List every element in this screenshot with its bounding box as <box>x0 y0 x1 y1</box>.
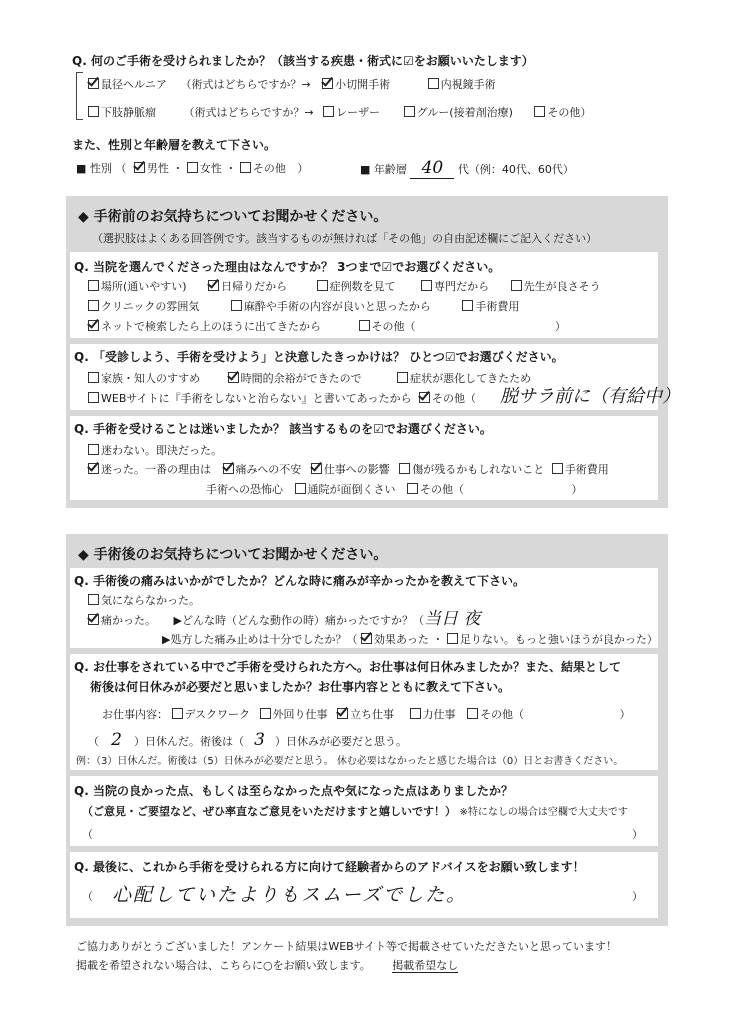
option-endoscopic: 内視鏡手術 <box>440 78 496 91</box>
gender-close: ） <box>297 162 309 175</box>
reason-net-search: ネットで検索したら上のほうに出てきたから <box>101 320 321 333</box>
after-title: ◆ 手術後のお気持ちについてお聞かせください。 <box>78 547 388 563</box>
checkbox-hesitate-cost[interactable] <box>552 463 563 474</box>
no-hesitation: 迷わない。即決だった。 <box>101 444 222 457</box>
hesitate-cost: 手術費用 <box>564 463 609 476</box>
work-desk: デスクワーク <box>184 708 251 721</box>
reason-row1 <box>88 278 601 294</box>
checkbox-inguinal-hernia[interactable] <box>88 78 99 89</box>
option-glue: グルー(接着剤治療) <box>416 106 513 119</box>
advice-close: ） <box>632 890 643 903</box>
good-title: Q. 当院の良かった点、もしくは至らなかった点や気になった点はありましたか？ <box>74 784 513 798</box>
checkbox-worse[interactable] <box>397 372 408 383</box>
gender-label: ■ 性別 （ <box>76 162 127 175</box>
checkbox-no-hesitation[interactable] <box>88 444 99 455</box>
pain-when-answer[interactable]: 当日 夜 <box>424 609 481 629</box>
checkbox-outside[interactable] <box>260 708 271 719</box>
days-needed-value[interactable]: 3 <box>254 730 265 750</box>
checkbox-location[interactable] <box>88 280 99 291</box>
checkbox-glue[interactable] <box>404 106 415 117</box>
option-laser: レーザー <box>336 106 381 119</box>
pain-title: Q. 手術後の痛みはいかがでしたか？どんな時に痛みが辛かったかを教えて下さい。 <box>74 574 525 588</box>
reason-specialist: 専門だから <box>434 280 490 293</box>
method-prompt-2: （術式はどちらですか？→ <box>183 106 314 119</box>
disease-varicose-veins: 下肢静脈瘤 <box>101 106 156 119</box>
hesitate-commute: 通院が面倒くさい <box>307 483 396 496</box>
pain-row1 <box>88 592 200 608</box>
hesitate-work-impact: 仕事への影響 <box>323 463 390 476</box>
checkbox-reason-other[interactable] <box>359 320 370 331</box>
hesitate-close: ） <box>571 483 583 496</box>
reason-row3 <box>88 318 566 334</box>
checkbox-hesitated[interactable] <box>88 463 99 474</box>
trigger-title: Q. 「受診しよう、手術を受けよう」と決意したきっかけは？ ひとつ☑でお選びください。 <box>74 350 564 364</box>
checkbox-anesthesia[interactable] <box>231 300 242 311</box>
work-title-1: Q. お仕事をされている中でご手術を受けられた方へ。お仕事は何日休みましたか？また、結果として <box>74 660 621 674</box>
work-outside: 外回り仕事 <box>272 708 328 721</box>
advice-answer[interactable]: 心配していたよりもスムーズでした。 <box>112 884 468 906</box>
checkbox-physical[interactable] <box>410 708 421 719</box>
advice-title: Q. 最後に、これから手術を受けられる方に向けて経験者からのアドバイスをお願い致します！ <box>74 860 585 874</box>
checkbox-time[interactable] <box>228 372 239 383</box>
checkbox-commute[interactable] <box>295 483 306 494</box>
disease-inguinal-hernia: 鼠径ヘルニア <box>101 78 167 91</box>
checkbox-hesitate-other[interactable] <box>407 483 418 494</box>
method-prompt-1: （術式はどちらですか？→ <box>180 78 311 91</box>
checkbox-endoscopic[interactable] <box>428 78 439 89</box>
work-physical: 力仕事 <box>422 708 456 721</box>
checkbox-doctor[interactable] <box>511 280 522 291</box>
checkbox-desk[interactable] <box>172 708 183 719</box>
option-small-incision: 小切開手術 <box>335 78 391 91</box>
work-type-row <box>102 706 631 722</box>
painkiller-not-enough: 足りない。もっと強いほうが良かった <box>459 633 647 646</box>
painkiller-effective: 効果あった <box>373 633 429 646</box>
checkbox-website[interactable] <box>88 392 99 403</box>
pain-row2 <box>88 612 424 628</box>
age-suffix: 代（例：40代、60代） <box>457 163 574 176</box>
reason-doctor: 先生が良さそう <box>523 280 601 293</box>
no-pain: 気にならなかった。 <box>101 594 200 607</box>
age-value[interactable]: 40 <box>410 158 454 179</box>
pain-when-prompt: ▶どんな時（どんな動作の時）痛かったですか？（ <box>173 614 424 627</box>
footer-line1: ご協力ありがとうございました！アンケート結果はWEBサイト等で掲載させていただきたいと思っています！ <box>76 940 617 953</box>
checkbox-pain[interactable] <box>88 614 99 625</box>
hesitate-row1 <box>88 442 222 458</box>
reason-anesthesia: 麻酔や手術の内容が良いと思ったから <box>243 300 431 313</box>
work-example: 例：（3）日休んだ。術後は（5）日休みが必要だと思う。 休む必要はなかったと感じた場合は（0）日とお書きください。 <box>76 756 624 767</box>
hesitate-row2 <box>88 461 609 477</box>
checkbox-standing[interactable] <box>337 708 348 719</box>
reason-row2 <box>88 298 519 314</box>
opt-out-label[interactable]: 掲載希望なし <box>392 959 459 972</box>
checkbox-other-method[interactable] <box>534 106 545 117</box>
hesitated: 迷った。一番の理由は <box>101 463 211 476</box>
trigger-time: 時間的余裕ができたので <box>240 372 362 385</box>
good-close: ） <box>632 828 643 841</box>
checkbox-day-surgery[interactable] <box>208 280 219 291</box>
checkbox-varicose-veins[interactable] <box>88 106 99 117</box>
checkbox-laser[interactable] <box>323 106 334 117</box>
reason-atmosphere: クリニックの雰囲気 <box>101 300 200 313</box>
hesitate-other: その他（ <box>420 483 464 496</box>
hesitate-fear: 手術への恐怖心 <box>206 483 283 496</box>
reason-cases: 症例数を見て <box>329 280 396 293</box>
checkbox-pain-anxiety[interactable] <box>223 463 234 474</box>
painkiller-prompt: ▶処方した痛み止めは十分でしたか？（ <box>162 633 358 646</box>
reason-close: ） <box>555 320 566 333</box>
reason-cost: 手術費用 <box>475 300 520 313</box>
trigger-family: 家族・知人のすすめ <box>101 372 201 385</box>
age-row <box>360 158 574 179</box>
hesitate-scar: 傷が残るかもしれないこと <box>412 463 545 476</box>
q1-close: ） <box>580 106 592 119</box>
trigger-row1 <box>88 370 531 386</box>
advice-open: （ <box>82 890 93 903</box>
days-open: （ <box>88 735 99 748</box>
footer-line2 <box>76 957 458 973</box>
hesitate-row3 <box>206 481 583 497</box>
option-gender-other: その他 <box>252 162 286 175</box>
trigger-row2 <box>88 390 476 406</box>
q1-row1 <box>88 76 496 92</box>
reason-location: 場所(通いやすい) <box>101 280 187 293</box>
trigger-website: WEBサイトに『手術をしないと治らない』と書いてあったから <box>101 392 412 405</box>
age-label: ■ 年齢層 <box>360 163 407 176</box>
checkbox-male[interactable] <box>134 162 145 173</box>
good-subtitle: （ご意見・ご要望など、ぜひ率直なご意見をいただけますと嬉しいです！） <box>82 805 456 818</box>
checkbox-small-incision[interactable] <box>322 78 333 89</box>
q1-row2 <box>88 104 591 120</box>
checkbox-work-impact[interactable] <box>311 463 322 474</box>
checkbox-no-pain[interactable] <box>88 594 99 605</box>
reason-day-surgery: 日帰りだから <box>221 280 288 293</box>
checkbox-work-other[interactable] <box>467 708 478 719</box>
q1-bracket <box>76 72 83 120</box>
option-other-method: その他 <box>547 106 581 119</box>
checkbox-net-search[interactable] <box>88 320 99 331</box>
work-standing: 立ち仕事 <box>350 708 395 721</box>
work-days-row <box>88 730 407 750</box>
work-close: ） <box>619 708 631 721</box>
checkbox-scar[interactable] <box>399 463 410 474</box>
work-label: お仕事内容： <box>102 708 168 721</box>
option-male: 男性 <box>146 162 169 175</box>
pain-row3: ▶処方した痛み止めは十分でしたか？（ 効果あった ・ 足りない。もっと強いほうが良かった） <box>162 633 658 646</box>
gender-age-title: また、性別と年齢層を教えて下さい。 <box>72 138 277 152</box>
q1-title: Q. 何のご手術を受けられましたか？（該当する疾患・術式に☑をお願いいたします） <box>72 54 534 68</box>
days-text: ）日休んだ。術後は（ <box>134 735 244 748</box>
days-text2: ）日休みが必要だと思う。 <box>275 735 407 748</box>
good-open: （ <box>82 828 93 841</box>
hesitate-title: Q. 手術を受けることは迷いましたか？ 該当するものを☑でお選びください。 <box>74 422 492 436</box>
checkbox-cases[interactable] <box>317 280 328 291</box>
reason-other: その他（ <box>371 320 416 333</box>
trigger-other-answer[interactable]: 脱サラ前に（有給中） <box>500 386 680 407</box>
work-title-2: 術後は何日休みが必要だと思いましたか？お仕事内容とともに教えて下さい。 <box>90 680 511 694</box>
checkbox-cost[interactable] <box>462 300 473 311</box>
checkbox-female[interactable] <box>187 162 198 173</box>
work-other: その他（ <box>480 708 525 721</box>
option-female: 女性 <box>199 162 222 175</box>
footer-line2-text: 掲載を希望されない場合は、こちらに○をお願い致します。 <box>76 959 371 972</box>
checkbox-family[interactable] <box>88 372 99 383</box>
days-off-value[interactable]: 2 <box>111 730 122 750</box>
checkbox-not-enough[interactable] <box>447 633 458 644</box>
good-note: ※特になしの場合は空欄で大丈夫です <box>459 807 628 818</box>
gender-row: ■ 性別 （ 男性 ・ 女性 ・ その他 ） <box>76 162 309 175</box>
pain: 痛かった。 <box>101 614 156 627</box>
checkbox-trigger-other[interactable] <box>419 392 430 403</box>
pain-close: ） <box>646 633 658 646</box>
reason-title: Q. 当院を選んでくださった理由はなんですか？ 3つまで☑でお選びください。 <box>74 260 501 274</box>
good-subtitle-row <box>82 803 628 819</box>
trigger-other: その他（ <box>432 392 476 405</box>
hesitate-pain-anxiety: 痛みへの不安 <box>235 463 302 476</box>
checkbox-atmosphere[interactable] <box>88 300 99 311</box>
trigger-worse: 症状が悪化してきたため <box>410 372 532 385</box>
checkbox-specialist[interactable] <box>421 280 432 291</box>
before-subtitle: （選択肢はよくある回答例です。該当するものが無ければ「その他」の自由記述欄にご記入ください） <box>92 232 598 245</box>
checkbox-gender-other[interactable] <box>240 162 251 173</box>
before-title: ◆ 手術前のお気持ちについてお聞かせください。 <box>78 209 388 225</box>
checkbox-effective[interactable] <box>361 633 372 644</box>
